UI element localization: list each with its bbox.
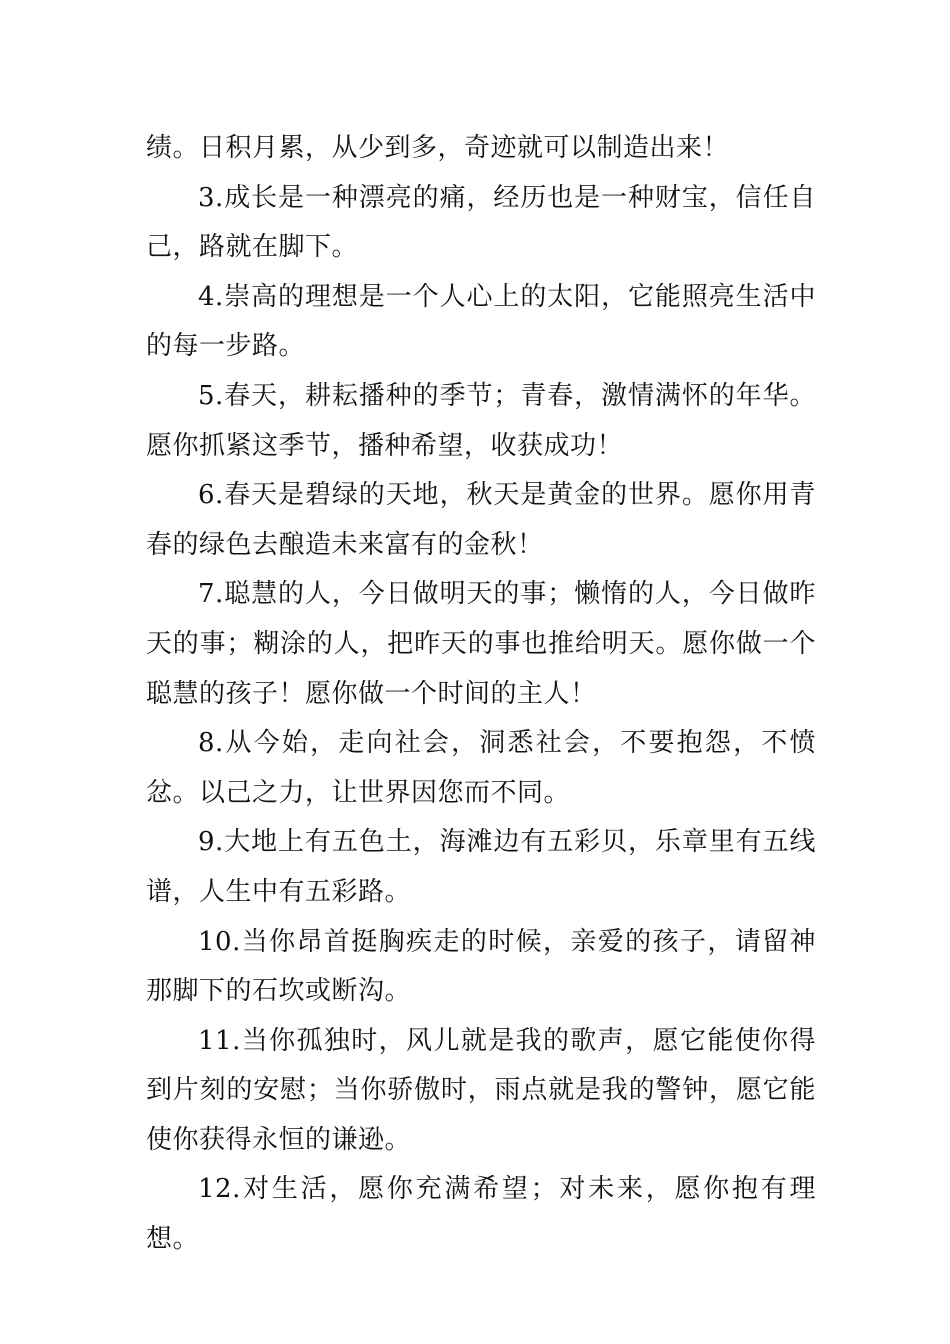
paragraph-item-6: 6.春天是碧绿的天地，秋天是黄金的世界。愿你用青春的绿色去酿造未来富有的金秋！: [146, 480, 816, 560]
paragraph-item-10: 10.当你昂首挺胸疾走的时候，亲爱的孩子，请留神那脚下的石坎或断沟。: [146, 926, 816, 1007]
paragraph-item-11: 11.当你孤独时，风儿就是我的歌声，愿它能使你得到片刻的安慰；当你骄傲时，雨点就是我的警钟，愿它能使你获得永恒的谦逊。: [146, 1025, 816, 1155]
paragraph-continuation: 绩。日积月累，从少到多，奇迹就可以制造出来！: [146, 133, 730, 163]
paragraph-item-9: 9.大地上有五色土，海滩边有五彩贝，乐章里有五线谱，人生中有五彩路。: [146, 827, 816, 907]
paragraph-item-4: 4.崇高的理想是一个人心上的太阳，它能照亮生活中的每一步路。: [146, 281, 816, 362]
document-body: [146, 124, 816, 1265]
paragraph-item-7: 7.聪慧的人，今日做明天的事；懒惰的人，今日做昨天的事；糊涂的人，把昨天的事也推给明天。愿你做一个聪慧的孩子！愿你做一个时间的主人！: [146, 579, 816, 709]
paragraph-item-5: 5.春天，耕耘播种的季节；青春，激情满怀的年华。愿你抓紧这季节，播种希望，收获成功！: [146, 380, 816, 461]
paragraph-item-3: 3.成长是一种漂亮的痛，经历也是一种财宝，信任自己，路就在脚下。: [146, 182, 816, 263]
paragraph-item-12: 12.对生活，愿你充满希望；对未来，愿你抱有理想。: [146, 1174, 816, 1255]
paragraph-item-8: 8.从今始，走向社会，洞悉社会，不要抱怨，不愤忿。以己之力，让世界因您而不同。: [146, 728, 816, 808]
